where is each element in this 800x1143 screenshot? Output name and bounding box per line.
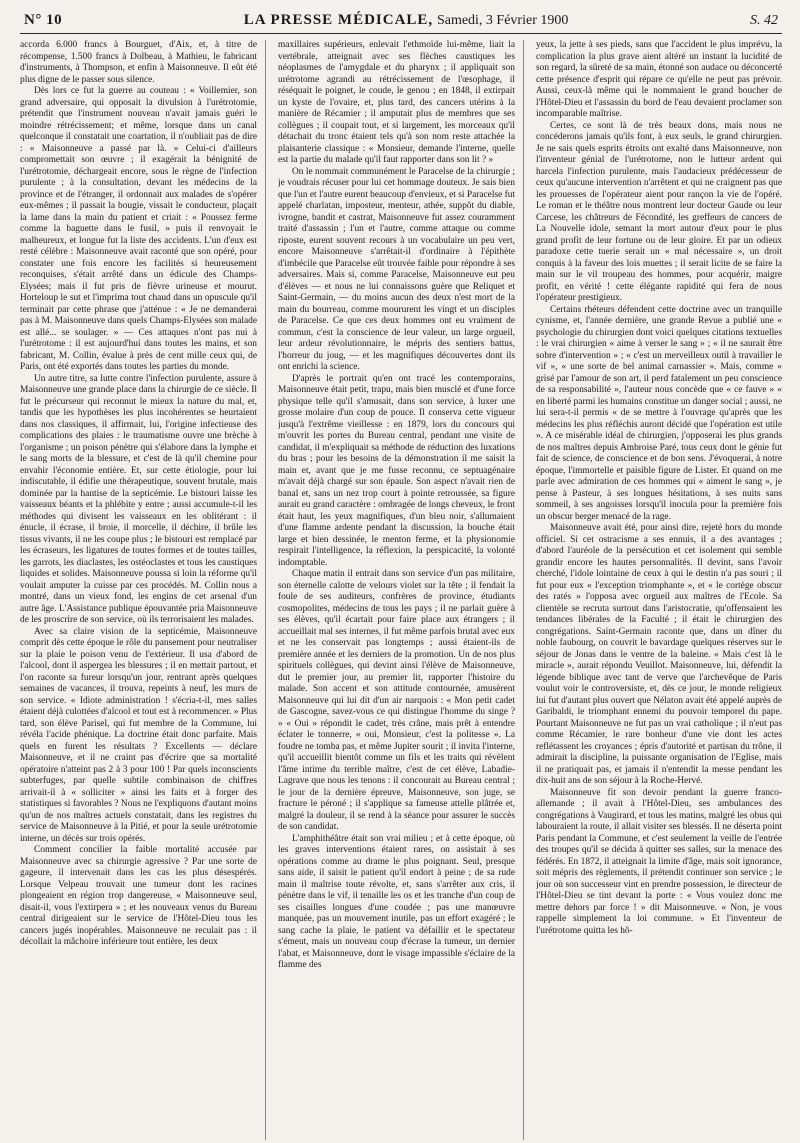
paragraph: Certes, ce sont là de très beaux dons, mais nous ne concéderons jamais qu'ils font, à eux seuls, le grand chirurgien. Je ne sais quels esprits étroits ont exalté dans Maisonneuve, non l'inventeur génial de l'urétrotome, non le lutteur ardent qui harcela l'infection purulente, mais l'audacieux prédécesseur de ceux qu'aucune intervention n'arrêtent et qui ne craignent pas que les prouesses de l'opérateur aient pour rançon la vie de l'opéré. Le roman et le théâtre nous montrent leur docteur Gaude ou leur Carcese, les châtreurs de Fécondité, les greffeurs de cancers de La Nouvelle idole, semant la mort autour d'eux pour le plus grand profit de leur fortune ou de leur gloire. Et par un odieux paradoxe cette tuerie serait un « mal nécessaire », un droit conquis à la faveur des lois muettes ; il serait licite de se faire la main sur le vil troupeau des hommes, pour acquérir, maigre profit, en vérité ! cette élégante rapidité qui fera de nous l'opérateur prestigieux. [536,120,782,303]
paragraph: On le nommait communément le Paracelse de la chirurgie ; je voudrais récuser pour lui cet hommage douteux. Je sais bien que l'un et l'autre eurent beaucoup d'envieux, et si Paracelse fut appelé charlatan, imposteur, menteur, athée, suppôt du diable, ivrogne, bandit et castrat, Maisonneuve fut assez couramment traité d'assassin ; l'un et l'autre, comme attaque ou comme riposte, eurent souvent recours à un vocabulaire un peu vert, encore Maisonneuve s'arrêtait-il d'ordinaire à l'épithète d'imbécile que Paracelse eût trouvée faible pour répondre à ses adversaires. Mais si, comme Paracelse, Maisonneuve eut peu d'élèves — et nous ne lui connaissons guère que Reliquet et Saint-Germain, — du moins aucun des deux n'est mort de la main du bourreau, comme moururent les vingt et un disciples de Paracelse. Ce que ces deux hommes ont eu vraiment de commun, c'est la conscience de leur valeur, un large orgueil, leur ardeur révolutionnaire, le mépris des sentiers battus, l'horreur du joug, — et les magnifiques découvertes dont ils ont enrichi la science. [278,166,516,372]
paragraph: L'amphithéâtre était son vrai milieu ; et à cette époque, où les graves interventions étaient rares, on assistait à ses opérations comme au drame le plus poignant. Seul, presque sans aide, il saisit le patient qu'il endort à peine ; de sa rude main il maîtrise toute révolte, et, sans s'arrêter aux cris, il pénètre dans le vif, il tenaille les os et les tranche d'un coup de ses cisailles longues d'une coudée ; pas une manœuvre manquée, pas un mouvement inutile, pas un effort exagéré ; le sang cache la plaie, le patient va défaillir et le spectateur s'émeut, mais un nouveau coup d'écrase la tumeur, un dernier l'abat, et Maisonneuve, dont le visage impassible s'éclaire de la flamme des [278,833,515,970]
paragraph: maxillaires supérieurs, enlevait l'ethmoïde lui-même, liait la vertébrale, atteignait avec ses flèches caustiques les néoplasmes de l'amygdale et du pharynx ; il appliquait son urétrotome agrandi au rétrécissement de l'œsophage, il réséquait le poignet, le coude, le genou ; en 1848, il extirpait un kyste de l'ovaire, et, plus tard, des cancers utérins à la manière de Récamier ; il amputait plus de membres que ses collègues ; il coupait tout, et si largement, les morceaux qu'il détachait du tronc étaient tels qu'à son nom reste attachée la plaisanterie classique : « Monsieur, demande l'interne, quelle est la partie du malade qu'il faut rapporter dans son lit ? » [278,40,515,165]
paragraph: accorda 6.000 francs à Bourguet, d'Aix, et, à titre de récompense, 1.500 francs à Dolbeau, à Mathieu, le fabricant d'instruments, à Thompson, et enfin à Maisonneuve. Il eût été plus digne de le passer sous silence. [20,40,257,85]
paragraph: D'après le portrait qu'en ont tracé les contemporains, Maisonneuve était petit, trapu, mais bien musclé et d'une force physique telle qu'il s'amusait, dans son service, à luxer une grosse molaire d'un coup de pouce. Il conserva cette vigueur jusqu'à l'extrême vieillesse : en 1879, lors du concours qui m'ouvrit les portes du Bureau central, pendant une visite de candidat, il m'expliquait sa méthode de réduction des luxations du bras ; pour les besoins de la démonstration il me saisit la main et, avant que je me fusse reconnu, ce septuagénaire m'avait déjà chargé sur son épaule. Son aspect n'avait rien de banal et, sans un nez trop court à pointe retroussée, sa figure aurait eu grand caractère : ombragée de longs cheveux, le front était haut, les yeux magnifiques, d'un bleu noir, s'allumaient d'une flamme ardente pendant la discussion, la bouche était large et bien dessinée, le menton ferme, et la physionomie respirait l'intelligence, la réflexion, la perspicacité, la volonté indomptable. [278,373,515,568]
page-reference: S. 42 [749,13,778,28]
paragraph: Avec sa claire vision de la septicémie, Maisonneuve comprit dès cette époque le rôle du pansement pour neutraliser sur la plaie le poison venu de l'extérieur. Il usa d'abord de l'alcool, dont il aspergea les blessures ; il en mettait partout, et l'on raconte sa fureur lorsqu'un jour, rentrant après quelques semaines de vacances, il trouva, repeints à neuf, les murs de son service. « Idiote administration ! s'écria-t-il, mes salles étaient déjà culottées d'alcool et tout est à recommencer. » Plus tard, son élève Parisel, qui fut membre de la Commune, lui révéla l'acide phénique. La doctrine était donc parfaite. Mais quels en furent les résultats ? Excellents — déclare Maisonneuve, et il ne craint pas d'écrire que sa mortalité opératoire n'atteint pas 2 à 3 pour 100 ! Par quels inconscients subterfuges, par quelle subtile combinaison de chiffres arrivait-il à « solliciter » ainsi les faits et à forger des statistiques si favorables ? Nous ne l'expliquons d'autant moins qu'un de nos maîtres actuels constatait, dans les registres du service de Maisonneuve à la Pitié, et pour la seule urétrotomie interne, un décès sur trois opérés. [20,626,257,844]
issue-date: Samedi, 3 Février 1900 [436,13,569,28]
paragraph: Chaque matin il entrait dans son service d'un pas militaire, son éternelle calotte de velours violet sur la tête ; il fendait la foule de ses auditeurs, confrères de province, étudiants cosmopolites, médecins de tous les pays ; il ne parlait guère à ses élèves, qu'il écartait pour faire place aux étrangers ; il accueillait mal ses internes, il fut même parfois brutal avec eux et ne les conservait pas longtemps ; aussi étaient-ils de première année et les derniers de la promotion. Un de nos plus spirituels collègues, qui devint ainsi l'élève de Maisonneuve, dut le premier jour, au premier lit, rapporter l'histoire du malade. Son accent et son attitude contournée, amusèrent Maisonneuve qui lui dit d'un air narquois : « Mon petit cadet de Gascogne, savez-vous ce qui distingue l'homme du singe ? » « Oui » répondit le cadet, très crâne, mais prêt à entendre éclater le tonnerre, « oui, Monsieur, c'est la politesse ». La foudre ne tomba pas, et même Jupiter sourit ; il invita l'interne, qu'il accueillit bientôt comme un fils et les traits qui révèlent l'âme intime du terrible maître, c'est de cet élève, Labadie-Lagrave que nous les tenons : il concourait au Bureau central ; le jour de la dernière épreuve, Maisonneuve, son juge, se fracture le péroné ; il s'applique sa fameuse attelle plâtrée et, malgré la douleur, il se rend à la séance pour assurer le succès de son candidat. [278,569,515,832]
page-header [20,12,782,34]
article-columns [20,40,782,1140]
issue-number: N° 10 [24,12,63,28]
column-2 [278,40,524,1140]
paragraph: Certains rhéteurs défendent cette doctrine avec un tranquille cynisme, et, l'année dernière, une grande Revue a publié une « psychologie du chirurgien dont voici quelques citations textuelles : le vrai chirurgien « aime à verser le sang » ; « il ne saurait être sobre d'intervention » ; « c'est un merveilleux outil à travailler le vif », « une sorte de bel animal carnassier ». Mais, comme « grisé par l'amour de son art, il perd fatalement un peu conscience de sa responsabilité », l'auteur nous concède que « ce fauve » « en liberté parmi les humains constitue un danger social ; aussi, ne lui sera-t-il permis « de se mettre à l'ouvrage qu'après que les médecins les plus réfléchis auront décidé que l'opération est utile ». A ce misérable idéal de chirurgien, j'opposerai les plus grands de nos maîtres depuis Ambroise Paré, tous ceux dont le génie fut fait de science, de conscience et de bon sens. J'évoquerai, à notre époque, l'immortelle et paisible figure de Lister. Et quand on me parle avec admiration de ces hommes qui « aiment le sang », je pense à Pasteur, à ses longues hésitations, à ses nuits sans sommeil, à ses angoisses lorsqu'il inocula pour la première fois un obscur berger menacé de la rage. [536,304,782,522]
column-3 [536,40,782,1140]
column-1 [20,40,266,1140]
paragraph: Maisonneuve fit son devoir pendant la guerre franco-allemande ; il avait à l'Hôtel-Dieu, ses ambulances des congrégations à Vaugirard, et tous les matins, malgré les obus qui labouraient la route, il allait visiter ses blessés. Il ne déserta point Paris pendant la Commune, et c'est seulement la veille de l'entrée des troupes qu'il se décida à quitter ses salles, sur la menace des fédérés. En 1872, il atteignait la limite d'âge, mais soit ignorance, soit mépris des règlements, il prétendit continuer son service ; le jour où son successeur vint en prendre possession, le directeur de l'Hôtel-Dieu se tint devant la porte : « Vous voulez donc me mettre dehors par force ! » dit Maisonneuve. « Non, je vous rappelle simplement la loi commune. » Et l'inventeur de l'urétrotome quitta les hô- [536,787,782,936]
paragraph: yeux, la jette à ses pieds, sans que l'accident le plus imprévu, la complication la plus grave aient altéré un instant la lucidité de son regard, la sûreté de sa main, étonné son audace ou déconcerté cette présence d'esprit qui répare ce qu'elle ne peut pas prévoir. Aussi, ceux-là même qui le nommaient le grand boucher de l'Hôtel-Dieu et l'assassin du bord de l'eau devaient proclamer son incomparable maîtrise. [536,40,782,119]
journal-title: LA PRESSE MÉDICALE, [243,12,434,28]
paragraph: Un autre titre, sa lutte contre l'infection purulente, assure à Maisonneuve une grande place dans la chirurgie de ce siècle. Il fut le précurseur qui reconnut le mieux la nature du mal, et, tandis que les hypothèses les plus incohérentes se heurtaient dans nos classiques, il affirmait, lui, l'origine infectieuse des complications des plaies : le traumatisme ouvre une brèche à l'organisme ; un poison pénètre qui s'élabore dans la lymphe et le sang morts de la blessure, et c'est de là qu'il chemine pour envahir l'économie entière. Et, sur cette étiologie, pour lui indiscutable, il édifie une thérapeutique, souvent brutale, mais dominée par la hantise de la septicémie. Le bistouri laisse les vaisseaux béants et la phlébite y entre ; aussi accumule-t-il les méthodes qui divisent les vaisseaux en les oblitérant : il énucle, il écrase, il broie, il morcelle, il déchire, il brûle les tissus vivants, il ne les coupe plus ; le bistouri est remplacé par les écraseurs, les ligatures de toutes formes et de toutes tailles, les garrots, les diaclastes, les ostéoclastes et tous les caustiques liquides et solides. Maisonneuve poussa si loin la réforme qu'il voulait amputer la cuisse par ces procédés. M. Collin nous a montré, dans un vieux fond, les engins de cet arsenal d'un autre âge. L'Assistance publique épouvantée pria Maisonneuve de les proscrire de son service, où ils terrorisaient les malades. [20,373,257,625]
paragraph: Comment concilier la faible mortalité accusée par Maisonneuve avec sa chirurgie agressive ? Par une sorte de gageure, il intervenait dans les cas les plus désespérés. Lorsque Velpeau trouvait une tumeur dont les racines plongeaient en région trop dangereuse, « Maisonneuve seul, disait-il, vous l'extirpera » ; et les nouveaux venus du Bureau central dirigeaient sur le service de l'Hôtel-Dieu tous les cancers jugés inopérables. Maisonneuve ne reculait pas : il décollait la mâchoire inférieure tout entière, les deux [20,845,257,947]
paragraph: Maisonneuve avait été, pour ainsi dire, rejeté hors du monde officiel. Si cet ostracisme a ses ennuis, il a des avantages ; d'abord l'auréole de la persécution et cet isolement qui semble grandir encore les hautes personnalités. Il devint, sans l'avoir cherché, l'idole lointaine de ceux à qui le destin n'a pas souri ; il fut pour eux « l'exception triomphante », et « le cortège obscur des ratés » l'opposa avec orgueil aux maîtres de l'Ecole. Sa clientèle se recruta surtout dans l'aristocratie, qu'offensaient les tendances libérales de la Faculté ; il était le chirurgien des congrégations. Saint-Germain raconte que, dans un dîner du noble faubourg, on couvrit le bavardage quelques réserves sur le séjour de Jonas dans le ventre de la baleine. « Mais c'est là le miracle », aurait répondu Veuillot. Maisonneuve, lui, défendit la légende biblique avec tant de verve que l'archevêque de Paris voulut voir le controversiste, et, dès ce jour, le monde religieux lui fut d'autant plus ouvert que Nélaton avait été appelé auprès de Garibaldi, le triomphant ennemi du pouvoir temporel du pape. Pourtant Maisonneuve ne fut pas un vrai catholique ; il n'eut pas comme Récamier, le rare bonheur d'une vie dont les actes reflétassent les croyances ; épris d'autorité et partisan du trône, il admirait la discipline, la puissante organisation de l'Eglise, mais il ne pratiquait pas, et jamais il n'entendit la messe pendant les dix-huit ans de son séjour à la Roche-Hervé. [536,523,782,786]
masthead [244,12,569,29]
paragraph: Dès lors ce fut la guerre au couteau : « Voillemier, son grand adversaire, qui opposait la divulsion à l'urétrotomie, prétendit que l'instrument nouveau n'avait jamais guéri le moindre rétrécissement; et même, lorsque dans un canal quelconque il constatait une coartation, il n'oubliait pas de dire : « Maisonneuve a passé par là. » Celui-ci d'ailleurs compromettait son œuvre ; il exagérait la bénignité de l'urétrotomie, déchargeait encore, sous le règne de l'infection purulente ; à la consultation, devant les médecins de la province et de l'étranger, il ordonnait aux malades de s'opérer eux-mêmes ; il passait la bougie, vissait le conducteur, plaçait la lame dans la main du patient et criait : « Poussez ferme comme la baguette dans le fusil, » puis il renvoyait le malheureux, et longue fut la liste des accidents. L'un d'eux est resté célèbre : Maisonneuve avait raconté que son opéré, pour constater une fois encore les facilités si heureusement reconquises, s'était arrêté dans un édicule des Champs-Elysées; mais il fut pris de fièvre urineuse et mourut. Horteloup le sut et l'imprima tout chaud dans un opuscule qu'il terminait par cette phrase que j'atténue : « Je ne demanderai pas à M. Maisonneuve dans quels Champs-Elysées son malade est allé... se soulager. » — Ces attaques n'ont pas nui à l'urétrotome : il est aujourd'hui dans toutes les mains, et son fabricant, M. Collin, évalue à près de cent mille ceux qui, de Paris, ont été exportés dans toutes les parties du monde. [20,86,257,372]
